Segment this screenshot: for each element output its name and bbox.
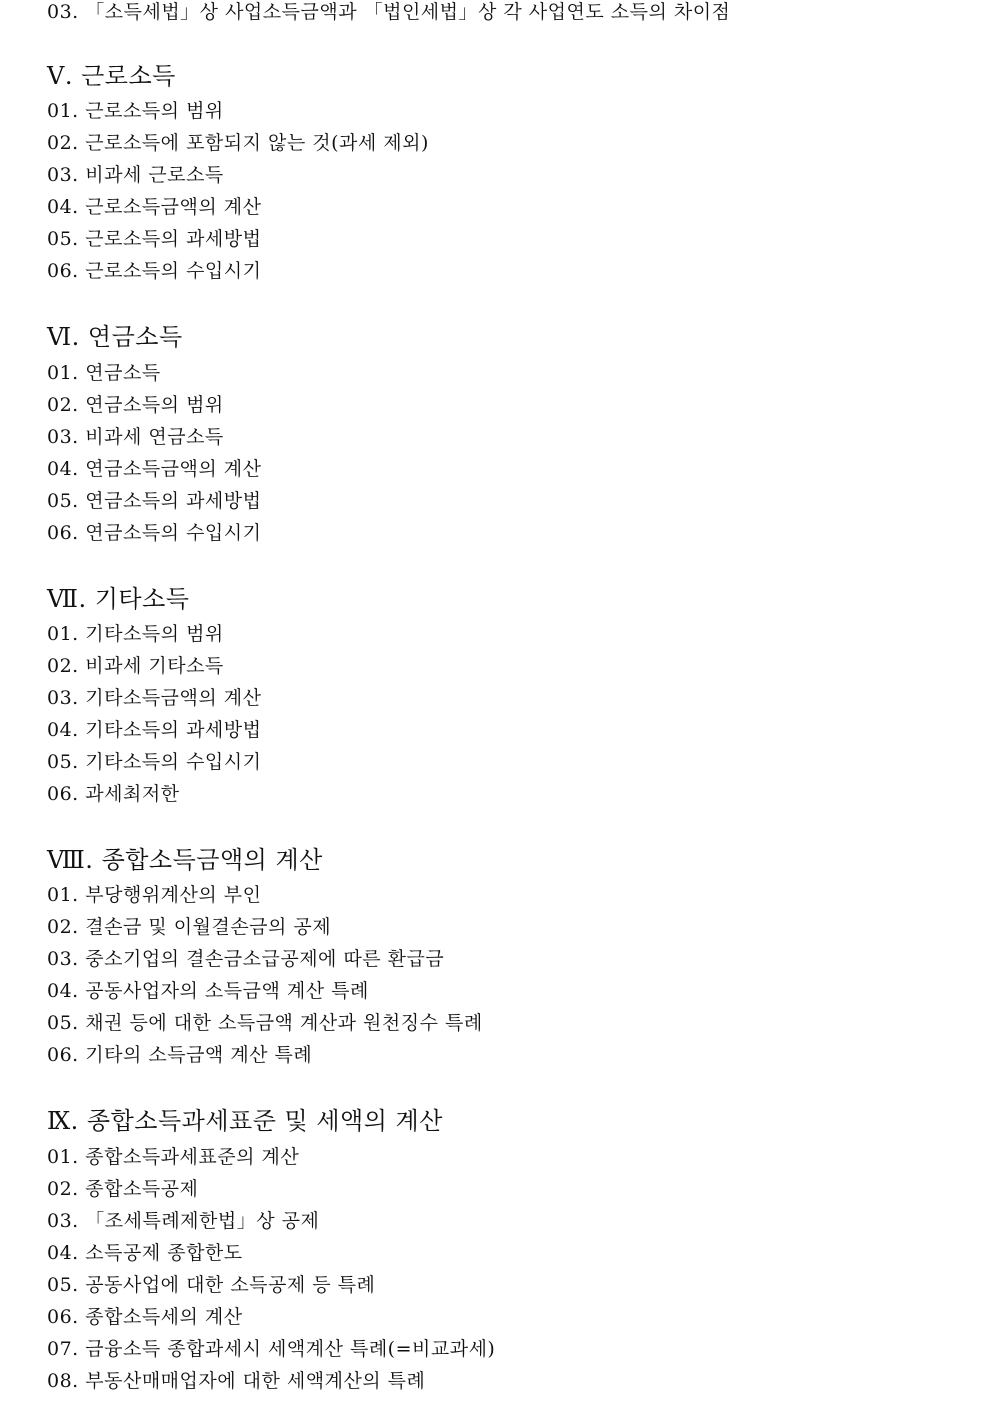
toc-item: 08. 부동산매매업자에 대한 세액계산의 특례 xyxy=(47,1370,426,1392)
toc-item: 01. 기타소득의 범위 xyxy=(47,623,224,645)
toc-item: 02. 연금소득의 범위 xyxy=(47,394,224,416)
toc-item: 05. 기타소득의 수입시기 xyxy=(47,751,262,773)
toc-item: 05. 채권 등에 대한 소득금액 계산과 원천징수 특례 xyxy=(47,1012,483,1034)
toc-item: 03. 중소기업의 결손금소급공제에 따른 환급금 xyxy=(47,948,445,970)
toc-item: 06. 과세최저한 xyxy=(47,783,180,805)
toc-item: 02. 비과세 기타소득 xyxy=(47,655,224,677)
toc-item: 05. 공동사업에 대한 소득공제 등 특례 xyxy=(47,1274,376,1296)
section-heading: Ⅵ. 연금소득 xyxy=(47,323,183,351)
toc-item: 07. 금융소득 종합과세시 세액계산 특례(=비교과세) xyxy=(47,1338,496,1360)
toc-item: 05. 근로소득의 과세방법 xyxy=(47,228,262,250)
section-heading: Ⅴ. 근로소득 xyxy=(47,62,176,90)
toc-item: 01. 부당행위계산의 부인 xyxy=(47,884,262,906)
toc-item: 03. 기타소득금액의 계산 xyxy=(47,687,262,709)
toc-item: 02. 근로소득에 포함되지 않는 것(과세 제외) xyxy=(47,132,429,154)
section-heading: Ⅶ. 기타소득 xyxy=(47,585,190,613)
toc-item: 02. 결손금 및 이월결손금의 공제 xyxy=(47,916,332,938)
section-heading: Ⅷ. 종합소득금액의 계산 xyxy=(47,846,323,874)
toc-item: 06. 기타의 소득금액 계산 특례 xyxy=(47,1044,313,1066)
toc-item: 04. 연금소득금액의 계산 xyxy=(47,458,262,480)
toc-item: 03. 비과세 근로소득 xyxy=(47,164,224,186)
toc-item: 04. 공동사업자의 소득금액 계산 특례 xyxy=(47,980,369,1002)
toc-item: 06. 근로소득의 수입시기 xyxy=(47,260,262,282)
toc-item: 03. 「조세특례제한법」상 공제 xyxy=(47,1210,320,1232)
toc-item: 06. 종합소득세의 계산 xyxy=(47,1306,243,1328)
toc-item: 04. 근로소득금액의 계산 xyxy=(47,196,262,218)
toc-item: 06. 연금소득의 수입시기 xyxy=(47,522,262,544)
toc-item: 03. 비과세 연금소득 xyxy=(47,426,224,448)
toc-item: 01. 종합소득과세표준의 계산 xyxy=(47,1146,300,1168)
toc-item: 03. 「소득세법」상 사업소득금액과 「법인세법」상 각 사업연도 소득의 차이점 xyxy=(47,1,731,23)
toc-item: 04. 소득공제 종합한도 xyxy=(47,1242,243,1264)
toc-item: 04. 기타소득의 과세방법 xyxy=(47,719,262,741)
toc-item: 01. 연금소득 xyxy=(47,362,161,384)
section-heading: Ⅸ. 종합소득과세표준 및 세액의 계산 xyxy=(47,1107,443,1135)
toc-item: 05. 연금소득의 과세방법 xyxy=(47,490,262,512)
toc-item: 01. 근로소득의 범위 xyxy=(47,100,224,122)
toc-item: 02. 종합소득공제 xyxy=(47,1178,199,1200)
